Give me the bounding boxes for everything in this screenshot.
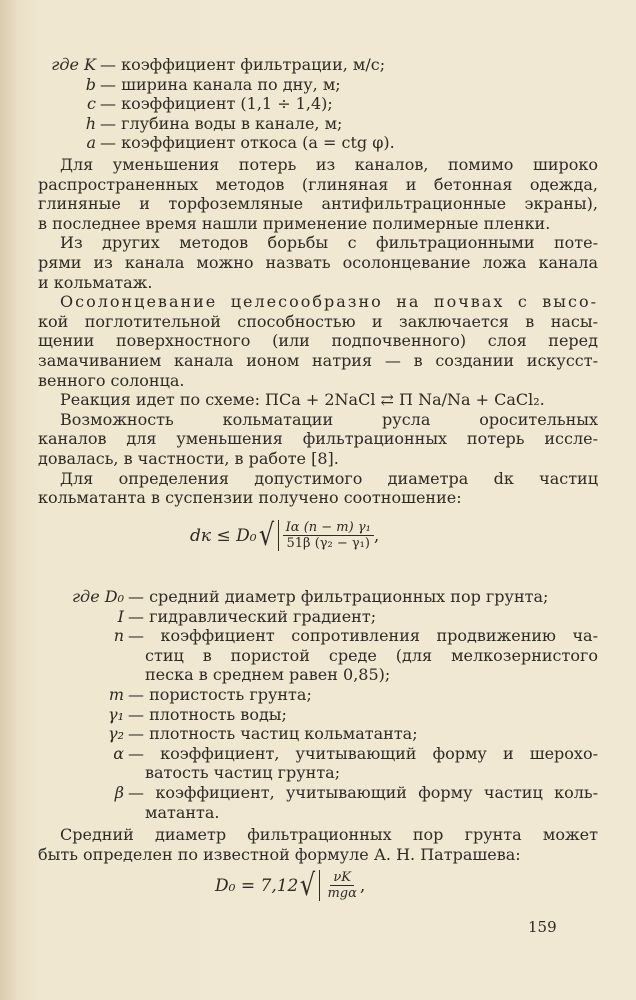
definition-row [38, 133, 598, 153]
definition-row [38, 75, 598, 95]
text-line: Средний диаметр фильтрационных пор грунта может [60, 825, 598, 844]
definition-term: h [85, 113, 96, 133]
formula-patrashev [215, 867, 366, 903]
definition-term: где K [51, 55, 96, 74]
text-line: распространенных методов (глиняная и бетонная одежда, [38, 174, 598, 194]
definition-text: — пористость грунта; [128, 684, 312, 704]
text-line: Осолонцевание целесообразно на почвах с высо- [60, 292, 598, 312]
definition-text: — ширина канала по дну, м; [100, 74, 341, 94]
definition-row [38, 607, 598, 627]
numerator: νK [330, 870, 354, 886]
text-line: кольматанта в суспензии получено соотношение: [38, 488, 462, 508]
definition-term: где D₀ [71, 587, 124, 606]
body-text-1 [38, 155, 598, 508]
text-line: рями из канала можно назвать осолонцевание ложа канала [38, 252, 598, 272]
definition-continuation: песка в среднем равен 0,85); [145, 665, 391, 685]
formula-particle-diameter [190, 517, 380, 553]
definition-row [38, 724, 598, 744]
definition-continuation: матанта. [145, 802, 220, 822]
text-line: венного солонца. [38, 370, 185, 390]
definition-term: n [113, 626, 124, 646]
definition-term: a [86, 133, 96, 153]
text-line: и кольматаж. [38, 272, 153, 292]
definitions-d0 [38, 587, 598, 822]
formula-lhs: D₀ = 7,12 [215, 875, 299, 896]
definition-term: γ₁ [108, 704, 124, 724]
definition-row [38, 744, 598, 764]
fraction [319, 870, 359, 901]
text-line: кой поглотительной способностью и заключается в насы- [38, 311, 598, 331]
definition-text: — коэффициент фильтрации, м/с; [100, 55, 386, 74]
definition-term: b [85, 74, 96, 94]
definition-text: — гидравлический градиент; [128, 606, 377, 626]
text-line: Возможность кольматации русла оросительных [60, 409, 598, 429]
definition-term: α [113, 743, 124, 763]
text-line: глиняные и торфоземляные антифильтрационные экраны), [38, 194, 598, 214]
definition-term: γ₂ [108, 724, 124, 744]
definition-text: — коэффициент, учитывающий форму частиц коль- [128, 782, 598, 802]
text-line: Для уменьшения потерь из каналов, помимо широко [60, 155, 598, 174]
definition-text: — плотность частиц кольматанта; [128, 724, 418, 744]
text-line: замачиванием канала ионом натрия — в создании искусст- [38, 350, 598, 370]
text-line: Реакция идет по схеме: ПCa + 2NaCl ⇄ П Na/Na + CaCl₂. [60, 390, 545, 410]
text-line: каналов для уменьшения фильтрационных потерь иссле- [38, 429, 598, 449]
definition-text: — средний диаметр фильтрационных пор грунта; [128, 587, 549, 606]
definition-row [38, 626, 598, 646]
definition-text: — коэффициент откоса (a = ctg φ). [100, 133, 395, 153]
definition-row [38, 114, 598, 134]
definition-term: m [108, 684, 124, 704]
definition-row [38, 587, 598, 607]
definition-term: β [114, 782, 124, 802]
definition-term: I [117, 606, 124, 626]
definition-text: — коэффициент сопротивления продвижению ча- [128, 626, 598, 646]
radical-icon: √ [300, 867, 316, 903]
definition-row [38, 55, 598, 75]
definition-text: — коэффициент (1,1 ÷ 1,4); [100, 94, 333, 114]
text-line: довалась, в частности, в работе [8]. [38, 448, 339, 468]
numerator: Iα (n − m) γ₁ [283, 520, 374, 536]
formula-tail: , [359, 875, 366, 896]
page-number: 159 [528, 918, 557, 936]
definition-text: — коэффициент, учитывающий форму и шерохо- [128, 743, 598, 763]
definition-continuation: ватость частиц грунта; [145, 763, 341, 783]
definition-row [38, 783, 598, 803]
denominator: mgα [327, 886, 357, 901]
definition-row [38, 685, 598, 705]
definition-text: — глубина воды в канале, м; [100, 113, 343, 133]
definition-row [38, 94, 598, 114]
body-text-2 [38, 825, 598, 864]
text-line: Для определения допустимого диаметра dк частиц [60, 468, 598, 488]
text-line: быть определен по известной формуле А. Н. Патрашева: [38, 844, 521, 864]
definitions-k [38, 55, 598, 153]
formula-lhs: dк ≤ D₀ [190, 525, 257, 546]
definition-row [38, 705, 598, 725]
definition-text: — плотность воды; [128, 704, 287, 724]
formula-tail: , [373, 525, 380, 546]
definition-continuation: стиц в пористой среде (для мелкозернистого [145, 645, 598, 665]
denominator: 51β (γ₂ − γ₁) [286, 536, 370, 551]
text-line: Из других методов борьбы с фильтрационными поте- [60, 233, 598, 253]
text-line: в последнее время нашли применение полимерные пленки. [38, 213, 551, 233]
definition-term: c [87, 94, 96, 114]
fraction [278, 520, 374, 551]
radical-icon: √ [258, 517, 274, 553]
text-line: щении поверхностного (или подпочвенного) слоя перед [38, 331, 598, 351]
